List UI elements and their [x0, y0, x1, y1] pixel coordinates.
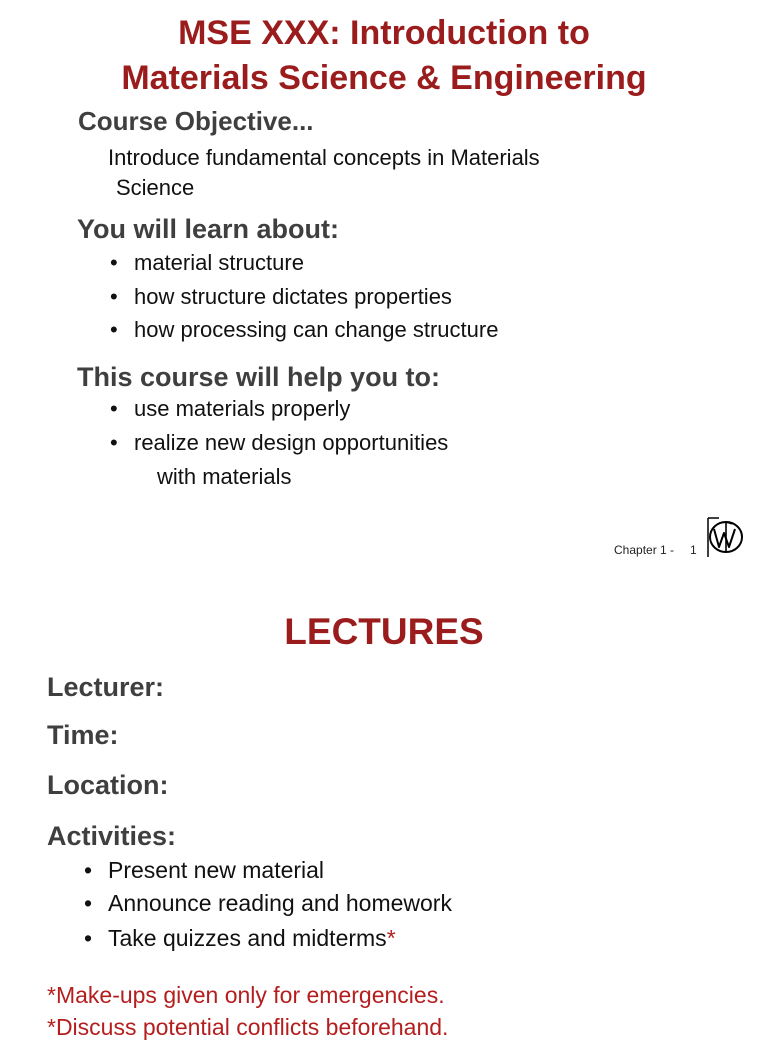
list-item: [110, 396, 350, 422]
lecturer-label: Lecturer:: [47, 672, 165, 702]
objective-text-line2: Science: [116, 175, 195, 200]
learn-item-2: how structure dictates properties: [134, 284, 452, 309]
location-label: Location:: [47, 770, 169, 800]
activity-item-2: Announce reading and homework: [108, 890, 452, 916]
lectures-title: LECTURES: [284, 611, 484, 652]
bullet-icon: •: [84, 890, 93, 916]
bullet-icon: •: [110, 317, 118, 342]
slide1-title-line1: MSE XXX: Introduction to: [178, 14, 590, 52]
list-item: [110, 284, 452, 310]
activity-item-3: Take quizzes and midterms: [108, 925, 387, 951]
list-item: [110, 430, 448, 456]
activity-item-1: Present new material: [108, 857, 325, 883]
bullet-icon: •: [110, 284, 118, 309]
note-conflicts: *Discuss potential conflicts beforehand.: [47, 1014, 449, 1040]
learn-item-1: material structure: [134, 250, 304, 275]
list-item: [84, 925, 396, 952]
slide1-title-line2: Materials Science & Engineering: [121, 59, 647, 97]
footer-chapter-label: Chapter 1 -: [614, 543, 675, 557]
list-item: [110, 250, 304, 276]
help-item-2: realize new design opportunities: [134, 430, 449, 455]
time-label: Time:: [47, 720, 119, 750]
help-item-2-continuation: with materials: [157, 464, 292, 489]
help-item-1: use materials properly: [134, 396, 351, 421]
bullet-icon: •: [84, 925, 93, 951]
bullet-icon: •: [110, 430, 118, 455]
learn-heading: You will learn about:: [77, 214, 340, 244]
bullet-icon: •: [110, 250, 118, 275]
list-item: [84, 890, 452, 917]
bullet-icon: •: [84, 857, 93, 883]
wiley-logo-icon: [707, 517, 743, 557]
list-item: [84, 857, 324, 884]
help-heading: This course will help you to:: [77, 362, 441, 392]
learn-item-3: how processing can change structure: [134, 317, 499, 342]
footer-page-number: 1: [690, 543, 697, 557]
asterisk-mark: *: [386, 925, 396, 951]
activities-label: Activities:: [47, 821, 177, 851]
course-objective-heading: Course Objective...: [78, 106, 314, 136]
list-item: [110, 317, 498, 343]
bullet-icon: •: [110, 396, 118, 421]
note-makeups: *Make-ups given only for emergencies.: [47, 982, 445, 1008]
objective-text-line1: Introduce fundamental concepts in Materials: [108, 145, 540, 170]
